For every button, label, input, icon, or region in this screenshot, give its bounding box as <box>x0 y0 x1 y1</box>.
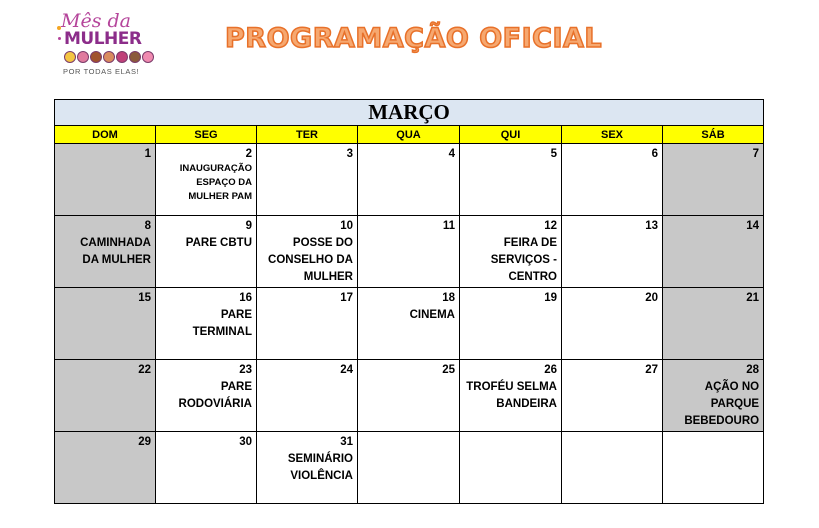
day-event <box>663 161 763 163</box>
logo-dot-decoration <box>58 37 61 40</box>
day-number: 11 <box>442 220 455 232</box>
day-number: 24 <box>340 364 353 376</box>
day-number: 31 <box>340 436 353 448</box>
day-event <box>460 435 561 437</box>
calendar-day-cell <box>460 144 562 216</box>
calendar-day-cell <box>358 288 460 360</box>
calendar-month-title: MARÇO <box>55 100 764 126</box>
day-event: PARE RODOVIÁRIA <box>178 381 252 410</box>
day-number: 27 <box>645 364 658 376</box>
day-event <box>562 161 662 163</box>
calendar-week-row <box>55 144 764 216</box>
calendar-day-cell <box>257 144 358 216</box>
logo-face-icon <box>142 51 154 63</box>
logo-text-mes-da: Mês da <box>61 10 131 32</box>
day-number: 2 <box>245 148 252 160</box>
day-event <box>562 305 662 307</box>
calendar-day-cell <box>156 288 257 360</box>
day-number: 6 <box>651 148 658 160</box>
weekday-header: QUI <box>460 126 562 144</box>
logo-faces-illustration <box>64 51 154 65</box>
logo-face-icon <box>64 51 76 63</box>
day-event: CINEMA <box>409 309 455 321</box>
calendar-day-cell <box>460 288 562 360</box>
day-number: 21 <box>746 292 760 304</box>
logo-face-icon <box>77 51 89 63</box>
day-number: 9 <box>245 220 252 232</box>
logo-face-icon <box>116 51 128 63</box>
calendar-week-row <box>55 360 764 432</box>
logo-tagline: POR TODAS ELAS! <box>63 67 140 76</box>
day-number: 10 <box>340 220 353 232</box>
day-number: 14 <box>746 220 760 232</box>
day-number: 17 <box>340 292 353 304</box>
calendar-day-cell <box>562 288 663 360</box>
weekday-header: TER <box>257 126 358 144</box>
calendar-day-cell <box>358 360 460 432</box>
calendar-day-cell <box>156 360 257 432</box>
weekday-header: DOM <box>55 126 156 144</box>
calendar-day-cell <box>55 360 156 432</box>
day-number: 13 <box>645 220 658 232</box>
day-event <box>358 161 459 163</box>
day-number: 28 <box>746 364 760 376</box>
weekday-header: SEX <box>562 126 663 144</box>
weekday-header-row <box>55 126 764 144</box>
day-event: FEIRA DE SERVIÇOS - CENTRO <box>490 237 557 283</box>
logo-face-icon <box>129 51 141 63</box>
day-event <box>257 305 357 307</box>
logo-text-mulher: MULHER <box>64 29 142 49</box>
calendar-day-cell <box>562 216 663 288</box>
calendar-day-cell <box>663 288 764 360</box>
day-number: 12 <box>544 220 557 232</box>
day-event <box>257 161 357 163</box>
calendar-day-cell <box>358 432 460 504</box>
calendar-day-cell <box>156 144 257 216</box>
day-number: 1 <box>144 148 151 160</box>
calendar-day-cell <box>358 216 460 288</box>
day-number: 18 <box>442 292 455 304</box>
calendar-day-cell <box>156 216 257 288</box>
day-event <box>562 377 662 379</box>
calendar-day-cell <box>358 144 460 216</box>
day-event <box>460 305 561 307</box>
calendar-day-cell <box>663 144 764 216</box>
day-event: POSSE DO CONSELHO DA MULHER <box>268 237 353 283</box>
calendar-day-cell <box>562 360 663 432</box>
calendar-day-cell <box>460 360 562 432</box>
calendar-week-row <box>55 288 764 360</box>
day-event <box>55 449 155 451</box>
weekday-header: QUA <box>358 126 460 144</box>
calendar-day-cell <box>257 288 358 360</box>
day-number: 3 <box>346 148 353 160</box>
day-event: CAMINHADA DA MULHER <box>80 237 151 266</box>
day-event: PARE TERMINAL <box>192 309 252 338</box>
calendar-day-cell <box>156 432 257 504</box>
calendar-day-cell <box>257 360 358 432</box>
calendar-day-cell <box>663 216 764 288</box>
day-number: 23 <box>239 364 252 376</box>
day-number: 26 <box>544 364 557 376</box>
day-event: SEMINÁRIO VIOLÊNCIA <box>287 453 353 482</box>
calendar-day-cell <box>55 288 156 360</box>
calendar-day-cell <box>562 432 663 504</box>
logo-mes-da-mulher <box>57 10 157 80</box>
calendar-body <box>55 144 764 504</box>
calendar-day-cell <box>562 144 663 216</box>
day-event <box>55 305 155 307</box>
weekday-header: SÁB <box>663 126 764 144</box>
day-event: INAUGURAÇÃO ESPAÇO DA MULHER PAM <box>179 163 252 202</box>
day-event <box>663 305 763 307</box>
day-event <box>358 233 459 235</box>
day-event: AÇÃO NO PARQUE BEBEDOURO <box>684 381 760 427</box>
day-event <box>55 161 155 163</box>
calendar-day-cell <box>55 432 156 504</box>
calendar-day-cell <box>257 216 358 288</box>
calendar-week-row <box>55 216 764 288</box>
day-number: 30 <box>239 436 252 448</box>
day-event <box>460 161 561 163</box>
calendar-day-cell <box>460 432 562 504</box>
calendar-day-cell <box>460 216 562 288</box>
day-number: 15 <box>138 292 151 304</box>
day-event <box>358 377 459 379</box>
day-event <box>55 377 155 379</box>
calendar-week-row <box>55 432 764 504</box>
calendar-day-cell <box>55 144 156 216</box>
weekday-header: SEG <box>156 126 257 144</box>
day-event: PARE CBTU <box>185 237 252 249</box>
day-event <box>257 377 357 379</box>
day-number: 19 <box>544 292 557 304</box>
logo-face-icon <box>90 51 102 63</box>
day-event <box>663 233 763 235</box>
day-number: 29 <box>138 436 151 448</box>
day-number: 20 <box>645 292 658 304</box>
day-event <box>358 435 459 437</box>
day-event: TROFÉU SELMA BANDEIRA <box>466 381 557 410</box>
calendar-day-cell <box>663 360 764 432</box>
day-number: 5 <box>550 148 557 160</box>
day-number: 22 <box>138 364 151 376</box>
calendar-day-cell <box>663 432 764 504</box>
day-event <box>562 233 662 235</box>
day-event <box>663 435 763 437</box>
calendar-day-cell <box>257 432 358 504</box>
day-number: 8 <box>144 220 151 232</box>
logo-face-icon <box>103 51 115 63</box>
page-title: PROGRAMAÇÃO OFICIAL <box>225 23 603 54</box>
day-event <box>562 435 662 437</box>
day-event <box>156 449 256 451</box>
day-number: 4 <box>448 148 455 160</box>
calendar-table <box>54 99 764 504</box>
day-number: 16 <box>239 292 252 304</box>
day-number: 7 <box>752 148 760 160</box>
calendar-day-cell <box>55 216 156 288</box>
day-number: 25 <box>442 364 455 376</box>
